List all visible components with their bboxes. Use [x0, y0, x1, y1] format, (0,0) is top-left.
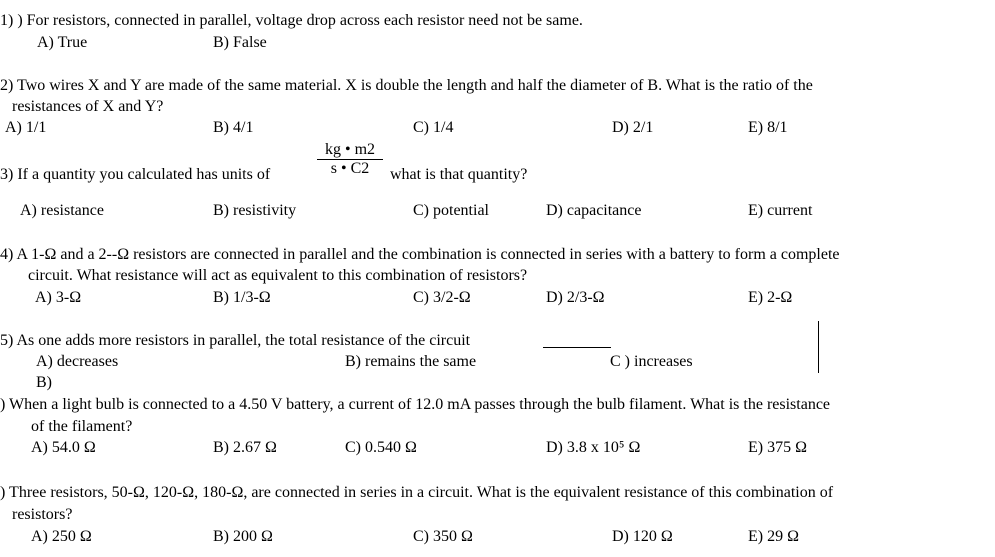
question-3-option-e[interactable]: E) current — [748, 202, 813, 219]
question-6-option-c[interactable]: C) 0.540 Ω — [345, 439, 417, 456]
question-2-stem-line-2: resistances of X and Y? — [12, 98, 164, 115]
question-6-option-b[interactable]: B) 2.67 Ω — [213, 439, 277, 456]
question-3-units-fraction — [317, 142, 383, 177]
question-1-option-a[interactable]: A) True — [37, 34, 88, 51]
answer-blank-line — [543, 347, 611, 348]
question-5-extra-label: B) — [36, 374, 52, 391]
question-1-stem: 1) ) For resistors, connected in parallel, voltage drop across each resistor need not be same. — [0, 12, 583, 29]
question-2-option-a[interactable]: A) 1/1 — [5, 119, 47, 136]
question-7-option-b[interactable]: B) 200 Ω — [213, 528, 273, 545]
question-6-stem-line-1: ) When a light bulb is connected to a 4.50 V battery, a current of 12.0 mA passes through the bulb filament. What is the resistance — [0, 396, 831, 413]
question-5-stem: 5) As one adds more resistors in parallel, the total resistance of the circuit — [0, 332, 471, 349]
question-4-option-d[interactable]: D) 2/3-Ω — [546, 289, 605, 306]
question-7-stem-line-1: ) Three resistors, 50-Ω, 120-Ω, 180-Ω, are connected in series in a circuit. What is the equivalent resistance of this combination of — [0, 484, 834, 501]
question-1-option-b[interactable]: B) False — [213, 34, 267, 51]
question-4-option-c[interactable]: C) 3/2-Ω — [413, 289, 471, 306]
question-4-option-a[interactable]: A) 3-Ω — [35, 289, 82, 306]
question-2-option-e[interactable]: E) 8/1 — [748, 119, 788, 136]
question-4-option-b[interactable]: B) 1/3-Ω — [213, 289, 271, 306]
question-3-option-d[interactable]: D) capacitance — [546, 202, 642, 219]
question-5-option-a[interactable]: A) decreases — [36, 353, 119, 370]
vertical-line-mark — [818, 321, 819, 373]
question-4-stem-line-1: 4) A 1-Ω and a 2--Ω resistors are connected in parallel and the combination is connected in series with a battery to form a complete — [0, 246, 840, 263]
question-6-option-e[interactable]: E) 375 Ω — [748, 439, 807, 456]
question-6-stem-line-2: of the filament? — [31, 418, 133, 435]
question-4-option-e[interactable]: E) 2-Ω — [748, 289, 793, 306]
question-2-stem-line-1: 2) Two wires X and Y are made of the same material. X is double the length and half the diameter of B. What is the ratio of the — [0, 77, 813, 94]
question-6-option-a[interactable]: A) 54.0 Ω — [31, 439, 96, 456]
question-7-option-d[interactable]: D) 120 Ω — [612, 528, 673, 545]
question-3-option-a[interactable]: A) resistance — [20, 202, 104, 219]
question-7-option-e[interactable]: E) 29 Ω — [748, 528, 799, 545]
question-3-stem-after: what is that quantity? — [390, 166, 528, 183]
question-4-stem-line-2: circuit. What resistance will act as equivalent to this combination of resistors? — [28, 267, 528, 284]
question-7-stem-line-2: resistors? — [12, 506, 73, 523]
question-3-stem-before: 3) If a quantity you calculated has units of — [0, 166, 271, 183]
question-5-option-c[interactable]: C ) increases — [610, 353, 693, 370]
question-5-option-b[interactable]: B) remains the same — [345, 353, 477, 370]
question-2-option-d[interactable]: D) 2/1 — [612, 119, 654, 136]
question-7-option-c[interactable]: C) 350 Ω — [413, 528, 473, 545]
units-numerator: kg • m2 — [324, 141, 376, 158]
question-7-option-a[interactable]: A) 250 Ω — [31, 528, 92, 545]
units-denominator: s • C2 — [330, 160, 370, 177]
question-2-option-c[interactable]: C) 1/4 — [413, 119, 454, 136]
question-6-option-d[interactable]: D) 3.8 x 10⁵ Ω — [546, 439, 641, 456]
question-3-option-c[interactable]: C) potential — [413, 202, 489, 219]
question-3-option-b[interactable]: B) resistivity — [213, 202, 297, 219]
question-2-option-b[interactable]: B) 4/1 — [213, 119, 254, 136]
